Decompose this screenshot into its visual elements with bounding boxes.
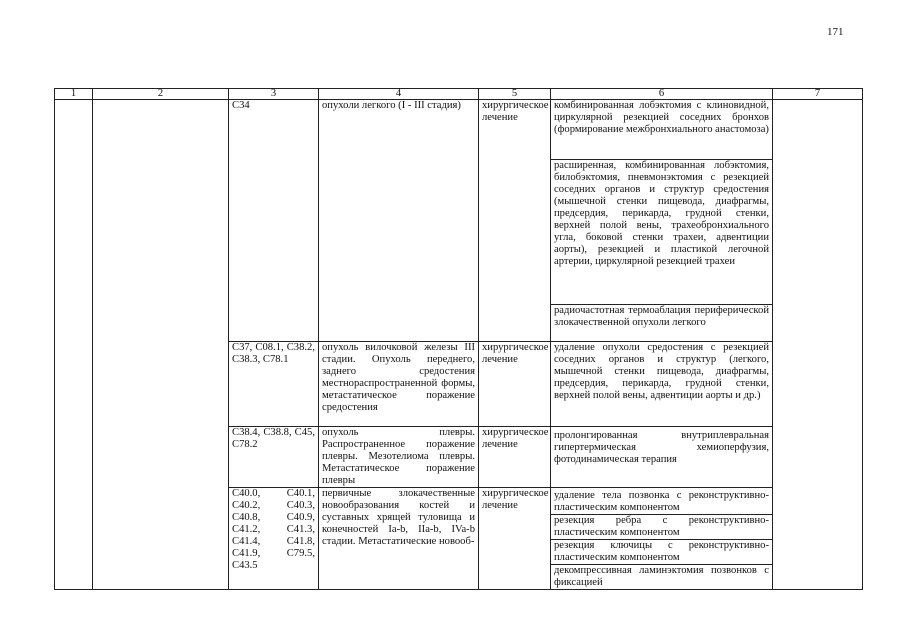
treatment-method: радиочастотная термоаблация периферической злокачественной опухоли легкого — [551, 305, 773, 342]
cell-col7 — [773, 100, 863, 590]
treatment-type: хирургическое лечение — [479, 427, 551, 488]
column-header: 2 — [93, 89, 229, 100]
column-header: 4 — [319, 89, 479, 100]
treatment-method: декомпрессивная ламинэктомия позвонков с фиксацией — [551, 565, 773, 590]
cell-col2 — [93, 100, 229, 590]
treatment-type: хирургическое лечение — [479, 342, 551, 427]
treatment-method: резекция ключицы с реконструктивно-пластическим компонентом — [551, 540, 773, 565]
treatment-method: расширенная, комбинированная лобэктомия, билобэктомия, пневмонэктомия с резекцией соседних органов и структур средостения (мышечной стенки пищевода, диафрагмы, предсердия, перикарда, грудной стенки, верхней полой вены, трахеобронхиального угла, боковой стенки трахеи, адвентиции аорты), резекцией и пластикой легочной артерии, циркулярной резекцией трахеи — [551, 160, 773, 305]
treatment-method: удаление опухоли средостения с резекцией соседних органов и структур (легкого, мышечной стенки пищевода, диафрагмы, предсердия, перикарда, грудной стенки, верхней полой вены, адвентиции аорты и др.) — [551, 342, 773, 427]
diagnosis-codes: C40.0, C40.1, C40.2, C40.3, C40.8, C40.9, C41.2, C41.3, C41.4, C41.8, C41.9, C79.5, C43.5 — [229, 488, 319, 590]
diagnosis-description: опухоль плевры. Распространенное поражение плевры. Мезотелиома плевры. Метастатическое поражение плевры — [319, 427, 479, 488]
diagnosis-codes: C34 — [229, 100, 319, 342]
treatment-type: хирургическое лечение — [479, 100, 551, 342]
column-header: 1 — [55, 89, 93, 100]
page-number: 171 — [827, 26, 844, 38]
procedures-table — [54, 88, 863, 590]
column-header: 3 — [229, 89, 319, 100]
treatment-method: комбинированная лобэктомия с клиновидной, циркулярной резекцией соседних бронхов (формирование межбронхиального анастомоза) — [551, 100, 773, 160]
treatment-method: пролонгированная внутриплевральная гипертермическая хемиоперфузия, фотодинамическая терапия — [551, 427, 773, 488]
diagnosis-description: опухоли легкого (I - III стадия) — [319, 100, 479, 342]
table-row — [55, 100, 863, 160]
column-header: 5 — [479, 89, 551, 100]
treatment-type: хирургическое лечение — [479, 488, 551, 590]
column-header: 7 — [773, 89, 863, 100]
diagnosis-codes: C38.4, C38.8, C45, C78.2 — [229, 427, 319, 488]
treatment-method: резекция ребра с реконструктивно-пластическим компонентом — [551, 515, 773, 540]
diagnosis-description: первичные злокачественные новообразования костей и суставных хрящей туловища и конечностей Ia-b, IIa-b, IVa-b стадии. Метастатические новооб- — [319, 488, 479, 590]
diagnosis-description: опухоль вилочковой железы III стадии. Опухоль переднего, заднего средостения местнораспространенной формы, метастатическое поражение средостения — [319, 342, 479, 427]
header-row — [55, 89, 863, 100]
diagnosis-codes: C37, C08.1, C38.2, C38.3, C78.1 — [229, 342, 319, 427]
treatment-method: удаление тела позвонка с реконструктивно-пластическим компонентом — [551, 488, 773, 515]
column-header: 6 — [551, 89, 773, 100]
cell-col1 — [55, 100, 93, 590]
